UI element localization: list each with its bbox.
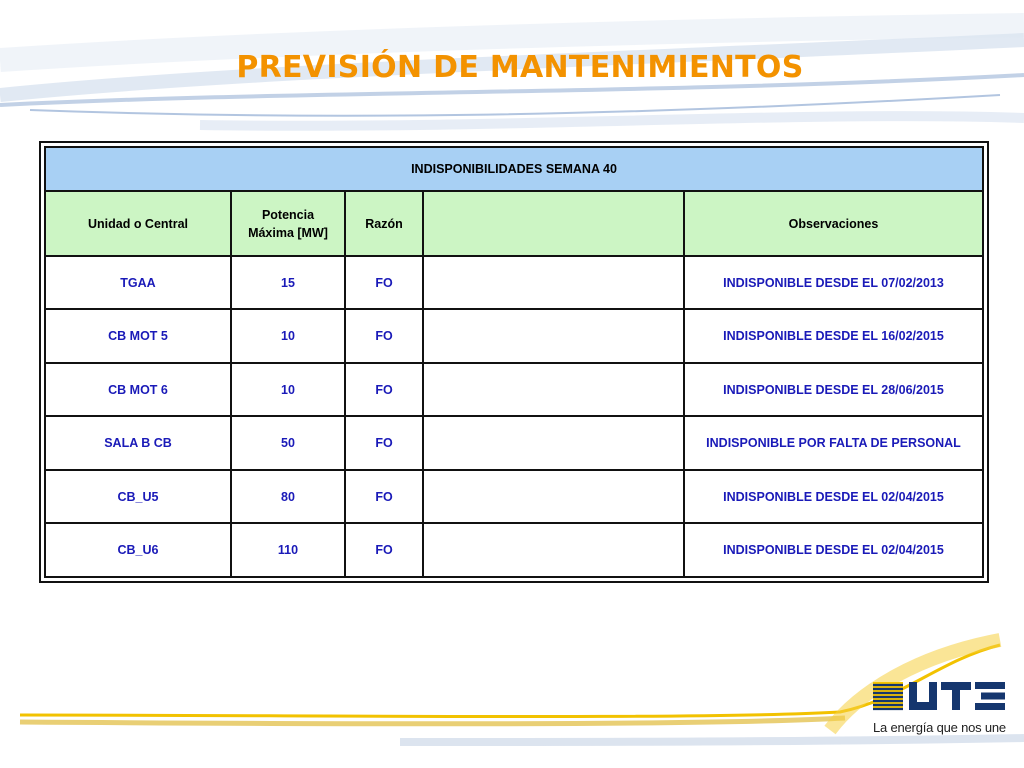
cell-unit: TGAA xyxy=(45,256,231,309)
cell-unit: SALA B CB xyxy=(45,416,231,469)
week-header: INDISPONIBILIDADES SEMANA 40 xyxy=(45,147,983,191)
cell-reason: FO xyxy=(345,363,423,416)
cell-blank xyxy=(423,256,684,309)
cell-blank xyxy=(423,363,684,416)
cell-observations: INDISPONIBLE DESDE EL 28/06/2015 xyxy=(684,363,983,416)
table-row xyxy=(45,309,983,362)
column-header-power xyxy=(231,191,345,256)
column-header-power-line1: Potencia xyxy=(261,207,315,222)
cell-power: 50 xyxy=(231,416,345,469)
unavailability-table xyxy=(39,141,989,583)
column-header-observations: Observaciones xyxy=(684,191,983,256)
logo-stripe-mark xyxy=(873,682,903,710)
cell-reason: FO xyxy=(345,416,423,469)
cell-reason: FO xyxy=(345,470,423,523)
column-header-power-line2: Máxima [MW] xyxy=(248,225,328,240)
cell-reason: FO xyxy=(345,309,423,362)
cell-unit: CB MOT 5 xyxy=(45,309,231,362)
cell-reason: FO xyxy=(345,256,423,309)
cell-unit: CB MOT 6 xyxy=(45,363,231,416)
cell-observations: INDISPONIBLE DESDE EL 07/02/2013 xyxy=(684,256,983,309)
cell-power: 15 xyxy=(231,256,345,309)
cell-power: 10 xyxy=(231,309,345,362)
logo-tagline: La energía que nos une xyxy=(873,720,1006,735)
cell-power: 80 xyxy=(231,470,345,523)
table-row xyxy=(45,416,983,469)
table-row xyxy=(45,523,983,577)
cell-observations: INDISPONIBLE POR FALTA DE PERSONAL xyxy=(684,416,983,469)
cell-observations: INDISPONIBLE DESDE EL 02/04/2015 xyxy=(684,470,983,523)
cell-blank xyxy=(423,416,684,469)
table-row xyxy=(45,256,983,309)
cell-power: 110 xyxy=(231,523,345,577)
column-header-blank xyxy=(423,191,684,256)
table-row xyxy=(45,363,983,416)
cell-blank xyxy=(423,309,684,362)
slide-title: PREVISIÓN DE MANTENIMIENTOS xyxy=(236,50,804,85)
cell-blank xyxy=(423,523,684,577)
cell-unit: CB_U6 xyxy=(45,523,231,577)
cell-unit: CB_U5 xyxy=(45,470,231,523)
cell-reason: FO xyxy=(345,523,423,577)
table-row xyxy=(45,470,983,523)
cell-observations: INDISPONIBLE DESDE EL 02/04/2015 xyxy=(684,523,983,577)
ute-logo xyxy=(873,676,1007,716)
logo-wordmark xyxy=(909,682,1005,710)
column-header-reason: Razón xyxy=(345,191,423,256)
column-header-unit: Unidad o Central xyxy=(45,191,231,256)
cell-power: 10 xyxy=(231,363,345,416)
cell-blank xyxy=(423,470,684,523)
cell-observations: INDISPONIBLE DESDE EL 16/02/2015 xyxy=(684,309,983,362)
